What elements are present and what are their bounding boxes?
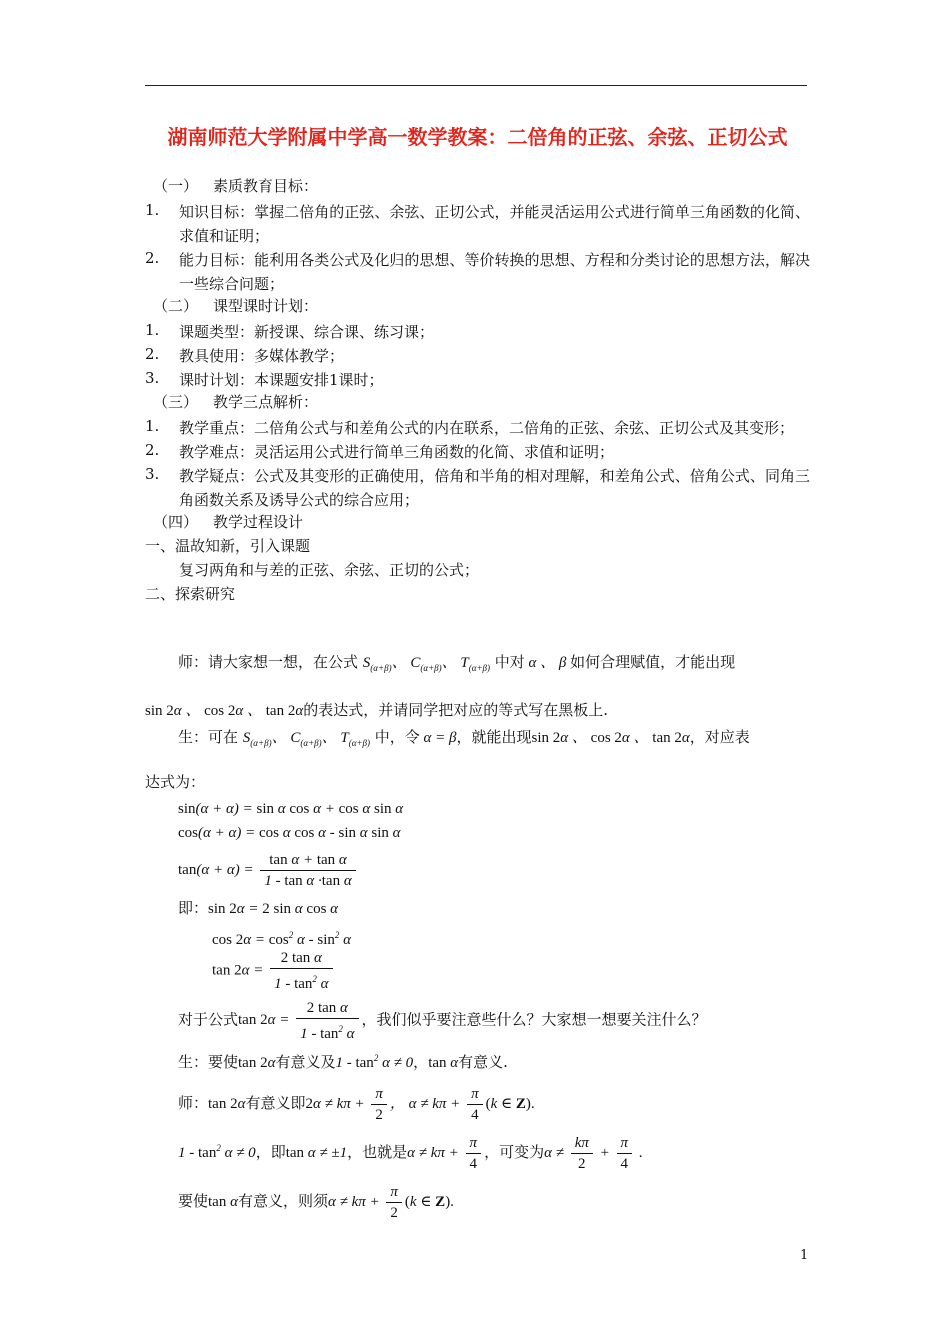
page-number: 1 [800,1248,809,1263]
list-item: 2. 教具使用：多媒体教学； [145,345,345,365]
paragraph: 对于公式tan 2α = $\frac{\text{2 tan α}}{1 - \tan^2 \alpha}$ ，我们似乎要注意些什么？大家想一想要关注什么？ [178,1000,707,1042]
paragraph: 师：请大家想一想，在公式 $S_{(\alpha+\beta)}$、 $C_{(\alpha+\beta)}$、 $T_{(\alpha+\beta)}$ 中对 α 、 β 如何合理赋值，才能出现 [178,653,736,673]
list-item: 3. 课时计划：本课题安排1课时； [145,369,384,389]
list-item: 1. 教学重点：二倍角公式与和差角公式的内在联系，二倍角的正弦、余弦、正切公式及其变形； [145,417,795,437]
section-heading-1: （一） 素质教育目标： [153,177,319,195]
list-item: 3. 教学疑点：公式及其变形的正确使用，倍角和半角的相对理解，和差角公式、倍角公式、同角三角函数关系及诱导公式的综合应用； [145,465,810,509]
header-rule [145,85,807,86]
paragraph: sin 2α 、 cos 2α 、 tan 2α的表达式，并请同学把对应的等式写在黑板上. [145,701,608,719]
paragraph: 达式为： [145,773,206,791]
part-heading: 一、温故知新，引入课题 [145,537,311,555]
paragraph: 生：要使tan 2α有意义及$1 - \tan^2 \alpha \ne 0$，tan α有意义. [178,1053,508,1071]
section-heading-4: （四） 教学过程设计 [153,513,304,531]
objectives-block [145,176,810,608]
list-item: 1. 知识目标：掌握二倍角的正弦、余弦、正切公式，并能灵活运用公式进行简单三角函数的化简、求值和证明； [145,201,810,245]
formula: $\cos 2\alpha = \cos^2 \alpha - \sin^2 \alpha$ [212,930,352,948]
formula: $S_{(\alpha+\beta)}$、 $C_{(\alpha+\beta)}$、 $T_{(\alpha+\beta)}$ [362,655,490,673]
section-heading-3: （三） 教学三点解析： [153,393,319,411]
formula: sin(α + α) = sin α cos α + cos α sin α [178,801,404,817]
list-item: 2. 能力目标：能利用各类公式及化归的思想、等价转换的思想、方程和分类讨论的思想方法，解决一些综合问题； [145,249,810,293]
formula: tan 2α = $\frac{\text{2 tan α}}{1 - \tan^2 \alpha}$ [212,948,336,994]
formula: cos(α + α) = cos α cos α - sin α sin α [178,825,401,841]
paragraph: 师：tan 2α有意义即2α ≠ kπ + $\frac{\pi}{2}$ ， α ≠ kπ + $\frac{\pi}{4}$ (k ∈ Z). [178,1086,535,1123]
formula: α 、 β [524,655,571,671]
list-item: 1. 课题类型：新授课、综合课、练习课； [145,321,435,341]
paragraph: 生：可在 $S_{(\alpha+\beta)}$、 $C_{(\alpha+\beta)}$、 $T_{(\alpha+\beta)}$ 中，令 α = β，就能出现sin 2α 、 cos 2α 、 tan 2α，对应表 [178,728,750,748]
formula: sin 2α 、 cos 2α 、 tan 2α [531,730,690,746]
document-title: 湖南师范大学附属中学高一数学教案：二倍角的正弦、余弦、正切公式 [167,125,788,149]
formula: sin 2α 、 cos 2α 、 tan 2α [145,703,304,719]
section-heading-2: （二） 课型课时计划： [153,297,319,315]
formula: α = β [419,730,457,746]
paragraph: 要使tan α有意义，则须α ≠ kπ + $\frac{\pi}{2}$ (k ∈ Z). [178,1184,454,1221]
paragraph: 复习两角和与差的正弦、余弦、正切的公式； [179,561,480,579]
part-heading: 二、探索研究 [145,585,236,603]
formula: $S_{(\alpha+\beta)}$、 $C_{(\alpha+\beta)}$、 $T_{(\alpha+\beta)}$ [242,730,370,748]
formula: 即：sin 2α = 2 sin α cos α [178,899,339,917]
list-item: 2. 教学难点：灵活运用公式进行简单三角函数的化简、求值和证明； [145,441,615,461]
paragraph: $1 - \tan^2 \alpha \ne 0$，即tan α ≠ ±1，也就是α ≠ kπ + $\frac{\pi}{4}$ ，可变为α ≠ $\frac{k\pi}{2}$ + $\frac{\pi}{4}$ . [178,1135,643,1172]
formula: tan(α + α) = $\frac{\text{tan α + tan α}}{\text{1 - tan α ·tan α}}$ [178,850,359,891]
